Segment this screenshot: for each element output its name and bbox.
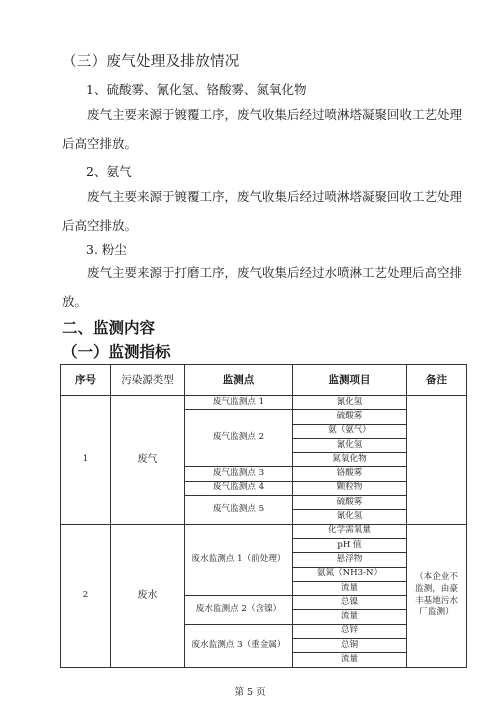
cell-monitoring-point: 废气监测点 2 — [185, 410, 293, 467]
cell-monitoring-item: 流量 — [293, 610, 407, 624]
cell-monitoring-item: 氰化氢 — [293, 438, 407, 452]
cell-monitoring-point: 废气监测点 1 — [185, 396, 293, 410]
cell-monitoring-point: 废气监测点 3 — [185, 467, 293, 481]
header-note: 备注 — [407, 365, 467, 396]
header-no: 序号 — [61, 365, 111, 396]
cell-no: 1 — [61, 396, 111, 525]
cell-monitoring-item: 流量 — [293, 653, 407, 667]
item-paragraph-1: 废气主要来源于镀覆工序，废气收集后经过喷淋塔凝聚回收工艺处理后高空排放。 — [62, 107, 463, 151]
header-point: 监测点 — [185, 365, 293, 396]
page-number: 第 5 页 — [234, 687, 266, 698]
cell-monitoring-item: 颗粒物 — [293, 481, 407, 495]
cell-monitoring-item: 铬酸雾 — [293, 467, 407, 481]
cell-note: （本企业不监测，由豪丰基地污水厂监测） — [407, 524, 467, 667]
cell-source-type: 废气 — [111, 396, 185, 525]
cell-monitoring-item: 氨氮（NH3-N） — [293, 567, 407, 581]
cell-monitoring-item: 总铜 — [293, 639, 407, 653]
subsection-heading-indicators: （一）监测指标 — [62, 343, 171, 361]
header-type: 污染源类型 — [111, 365, 185, 396]
item-heading-3: 3. 粉尘 — [86, 242, 127, 257]
item-heading-1: 1、硫酸雾、氰化氢、铬酸雾、氮氧化物 — [86, 82, 307, 97]
cell-monitoring-point: 废气监测点 5 — [185, 496, 293, 525]
table-row — [61, 396, 467, 410]
item-heading-2: 2、氨气 — [86, 164, 132, 179]
cell-source-type: 废水 — [111, 524, 185, 667]
cell-monitoring-item: 硫酸雾 — [293, 410, 407, 424]
cell-monitoring-item: 流量 — [293, 581, 407, 595]
section-heading-monitoring: 二、监测内容 — [62, 319, 156, 337]
cell-monitoring-item: 化学需氧量 — [293, 524, 407, 538]
cell-note — [407, 396, 467, 525]
cell-monitoring-point: 废水监测点 2（含镍） — [185, 596, 293, 625]
cell-monitoring-item: 硫酸雾 — [293, 496, 407, 510]
cell-monitoring-item: 氨（氨气） — [293, 424, 407, 438]
cell-monitoring-item: 悬浮物 — [293, 553, 407, 567]
cell-monitoring-item: 氰化氢 — [293, 510, 407, 524]
monitoring-table — [60, 364, 467, 668]
cell-monitoring-point: 废水监测点 3（重金属） — [185, 624, 293, 667]
cell-monitoring-item: 氮氧化物 — [293, 453, 407, 467]
cell-no: 2 — [61, 524, 111, 667]
header-item: 监测项目 — [293, 365, 407, 396]
cell-monitoring-point: 废水监测点 1（前处理） — [185, 524, 293, 595]
cell-monitoring-point: 废气监测点 4 — [185, 481, 293, 495]
item-paragraph-3: 废气主要来源于打磨工序，废气收集后经过水喷淋工艺处理后高空排放。 — [62, 265, 463, 309]
cell-monitoring-item: pH 值 — [293, 538, 407, 552]
cell-monitoring-item: 总镍 — [293, 596, 407, 610]
table-body — [61, 396, 467, 668]
section-heading-waste-gas: （三）废气处理及排放情况 — [62, 54, 240, 70]
cell-monitoring-item: 总锌 — [293, 624, 407, 638]
cell-monitoring-item: 氰化氢 — [293, 396, 407, 410]
table-header-row — [61, 365, 467, 396]
table-row — [61, 524, 467, 538]
item-paragraph-2: 废气主要来源于镀覆工序，废气收集后经过喷淋塔凝聚回收工艺处理后高空排放。 — [62, 189, 463, 233]
